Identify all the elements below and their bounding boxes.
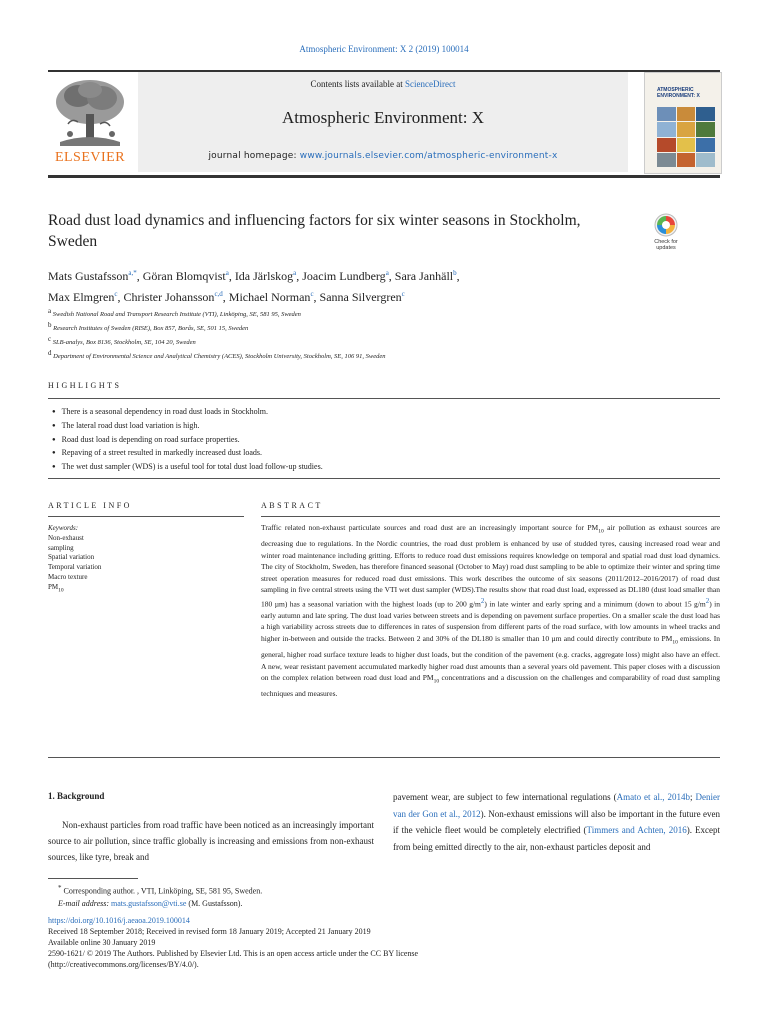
paper-title: Road dust load dynamics and influencing factors for six winter seasons in Stockholm, Sweden [48, 212, 581, 250]
affiliation-text: Department of Environmental Science and Analytical Chemistry (ACES), Stockholm University, Stockholm, SE, 106 91, Sweden [51, 353, 386, 361]
keywords-block [48, 524, 244, 596]
author-separator: , [228, 269, 235, 283]
received-dates: Received 18 September 2018; Received in revised form 18 January 2019; Accepted 21 January 2019 [48, 927, 371, 936]
author-separator: , [296, 269, 303, 283]
affiliation-item [48, 306, 708, 320]
author-name[interactable]: Ida Järlskog [234, 269, 294, 283]
abstract-segment: ) in late winter and early spring and a minimum (down to about 15 g/m [484, 599, 706, 609]
body-column-left: Non-exhaust particles from road traffic have been noticed as an increasingly important source to air pollution, since traffic globally is increasing and emissions from non-exhaust sources, like tyre, break and [48, 820, 374, 862]
check-updates-icon [654, 213, 678, 237]
keyword-item: Temporal variation [48, 563, 102, 572]
article-metadata [48, 915, 568, 970]
cover-title: ATMOSPHERIC ENVIRONMENT: X [657, 87, 700, 99]
author-affiliation-mark[interactable]: c [310, 290, 314, 298]
author-list [48, 264, 668, 306]
highlights-heading: HIGHLIGHTS [48, 381, 122, 390]
author-affiliation-mark[interactable]: a [385, 269, 389, 277]
section-heading-background: 1. Background [48, 791, 105, 801]
affiliation-text: Swedish National Road and Transport Research Institute (VTI), Linköping, SE, 581 95, Sweden [51, 311, 301, 319]
elsevier-logo[interactable] [50, 76, 130, 168]
abstract-rule-bottom [48, 757, 720, 758]
citation-timmers-2016[interactable]: Timmers and Achten, 2016 [586, 825, 687, 836]
footnote-line-1: * Corresponding author. , VTI, Linköping, SE, 581 95, Sweden. [58, 884, 263, 896]
article-info-heading: ARTICLE INFO [48, 501, 132, 510]
author-email-link[interactable]: mats.gustafsson@vti.se [111, 899, 187, 909]
author-name[interactable]: Sara Janhäll [394, 269, 454, 283]
keyword-pm10: $PM_{10}$ [48, 582, 64, 594]
author-name[interactable]: Michael Norman [228, 290, 311, 304]
header-top-rule [48, 70, 720, 72]
keyword-item: Macro texture [48, 572, 88, 581]
doi-link[interactable]: https://doi.org/10.1016/j.aeaoa.2019.100014 [48, 916, 190, 925]
elsevier-tree-icon [50, 76, 130, 148]
highlight-item: ● Road dust load is depending on road surface properties. [52, 434, 712, 448]
license-line-2: (http://creativecommons.org/licenses/BY/4.0/). [48, 960, 199, 969]
footnote-rule [48, 878, 138, 879]
abstract-segment: air pollution as exhaust sources are decreasing due to regulations. In the Nordic countries, the road dust problem is enhanced by use of studded tyres, causing increased road wear and winter road maintenance including gritting. Efforts to reduce road dust emissions requires knowledge on temporal and spatial road dust load dynamics. The city of Stockholm, Sweden, has therefore financed seasonal (October to May) road dust sampling to be able to optimize their winter and spring time street operation measures for reduced road dust emissions. This work describes the outcome of six seasons (2011/2012–2016/2017) of road dust sampling in five central streets using the VTI wet dust sampler (WDS).The results show that road dust load, expressed as DL180 (dust load smaller than 180 µm) has a seasonal variation with the highest loads (up to 200 g/m [261, 523, 720, 609]
author-affiliation-mark[interactable]: c,d [214, 290, 223, 298]
author-separator: , [456, 269, 460, 283]
author-name[interactable]: Göran Blomqvist [142, 269, 226, 283]
abstract-heading: ABSTRACT [261, 501, 323, 510]
sciencedirect-link[interactable]: ScienceDirect [405, 79, 456, 89]
author-separator: , [388, 269, 395, 283]
author-separator: , [117, 290, 124, 304]
author-name[interactable]: Christer Johansson [123, 290, 215, 304]
affiliation-text: SLB-analys, Box 8136, Stockholm, SE, 104 20, Sweden [51, 339, 196, 347]
footnote-line-2: E-mail address: mats.gustafsson@vti.se (M. Gustafsson). [58, 899, 243, 909]
highlight-item: ● There is a seasonal dependency in road dust loads in Stockholm. [52, 406, 712, 420]
abstract-segment: Traffic related non-exhaust particulate sources and road dust are an increasingly important source for PM [261, 523, 599, 532]
author-name[interactable]: Mats Gustafsson [48, 269, 129, 283]
author-affiliation-mark[interactable]: a,* [128, 269, 137, 277]
abstract-script: 10 [598, 528, 604, 535]
journal-cover-thumbnail[interactable] [644, 72, 722, 174]
contents-line [138, 79, 628, 89]
affiliation-item [48, 334, 708, 348]
header-bottom-rule [48, 175, 720, 178]
highlights-rule-top [48, 398, 720, 399]
cover-image-grid [657, 107, 715, 167]
highlight-item: ● The wet dust sampler (WDS) is a useful tool for total dust load follow-up studies. [52, 461, 712, 475]
author-affiliation-mark[interactable]: a [293, 269, 297, 277]
author-affiliation-mark[interactable]: c [401, 290, 405, 298]
affiliation-text: Research Institutes of Sweden (RISE), Box 857, Borås, SE, 501 15, Sweden [51, 325, 249, 333]
affiliation-list [48, 306, 708, 363]
author-separator: , [136, 269, 143, 283]
check-for-updates-badge[interactable] [648, 213, 684, 257]
abstract-segment: emissions. In general, higher road surface texture leads to higher dust loads, but the condition of the pavement (e.g. cracks, aggregate loss) might also have an effect. A new, wear resistant pavement accumulated markedly higher road dust amounts than a several years old pavement. This paper closes with a discussion on the complex relation between road dust load and PM [261, 633, 720, 683]
affiliation-key: b [48, 321, 52, 330]
author-name[interactable]: Max Elmgren [48, 290, 115, 304]
homepage-prefix: journal homepage: [208, 151, 300, 161]
keywords-list [48, 534, 244, 583]
author-separator: , [313, 290, 320, 304]
keywords-label: Keywords: [48, 524, 79, 532]
author-affiliation-mark[interactable]: b [453, 269, 457, 277]
check-updates-label: Check for updates [654, 239, 678, 251]
citation-denier-2012[interactable]: Denier van der Gon et al., 2012 [393, 792, 720, 819]
highlights-list [52, 406, 712, 475]
highlight-item: ● Repaving of a street resulted in markedly increased dust loads. [52, 447, 712, 461]
abstract-segment: concentrations and a discussion on the challenges and comparability of road dust sampling techniques and measures. [261, 673, 721, 699]
abstract-script: 10 [433, 678, 440, 685]
abstract-script: 2 [480, 596, 485, 605]
abstract-rule [261, 516, 720, 517]
affiliation-key: d [48, 349, 52, 358]
author-separator: , [222, 290, 229, 304]
highlight-item: ● The lateral road dust load variation is high. [52, 420, 712, 434]
keyword-item: Non-exhaust [48, 533, 84, 542]
author-affiliation-mark[interactable]: c [114, 290, 118, 298]
affiliation-key: a [48, 307, 52, 315]
homepage-line [138, 151, 628, 161]
author-name[interactable]: Sanna Silvergren [319, 290, 402, 304]
keyword-item: sampling [48, 543, 74, 552]
author-affiliation-mark[interactable]: a [225, 269, 229, 277]
abstract-script: 10 [672, 639, 678, 646]
abstract-text [261, 522, 720, 700]
abstract-segment: ) in early autumn and late spring. The dust load varies between streets and is depending on pavement surface properties. On a smaller scale the dust load has a high variability across streets due to differences in rates of suspension from different parts of the road surface, with low amounts in wheel tracks and higher in-between and outside the tracks. Between 2 and 30% of the DL180 is smaller than 10 µm and could directly contribute to PM [261, 599, 720, 643]
corresponding-author-footnote [48, 882, 458, 911]
journal-title: Atmospheric Environment: X [281, 108, 485, 127]
affiliation-key: c [48, 335, 52, 344]
citation-amato-2014b[interactable]: Amato et al., 2014b [616, 792, 690, 802]
journal-reference[interactable]: Atmospheric Environment: X 2 (2019) 100014 [299, 44, 469, 54]
highlights-rule-bottom [48, 478, 720, 479]
body-column-right: pavement wear, are subject to few international regulations (Amato et al., 2014b; Denier van der Gon et al., 2012). Non-exhaust emissions will also be important in the future even if the vehicle fleet would be completely electrified (Timmers and Achten, 2016). Except from being emitted directly to the air, non-exhaust particles deposit and [393, 792, 721, 853]
homepage-link[interactable]: www.journals.elsevier.com/atmospheric-environment-x [299, 151, 558, 161]
contents-prefix: Contents lists available at [310, 79, 405, 89]
affiliation-item [48, 348, 708, 362]
abstract-script: 2 [705, 596, 710, 605]
keyword-item: Spatial variation [48, 553, 95, 562]
elsevier-wordmark: ELSEVIER [54, 150, 126, 165]
author-name[interactable]: Joacim Lundberg [302, 269, 386, 283]
affiliation-item [48, 320, 708, 334]
license-line-1: 2590-1621/ © 2019 The Authors. Published by Elsevier Ltd. This is an open access article under the CC BY license [48, 949, 419, 958]
available-online: Available online 30 January 2019 [48, 938, 156, 947]
article-info-rule [48, 516, 244, 517]
